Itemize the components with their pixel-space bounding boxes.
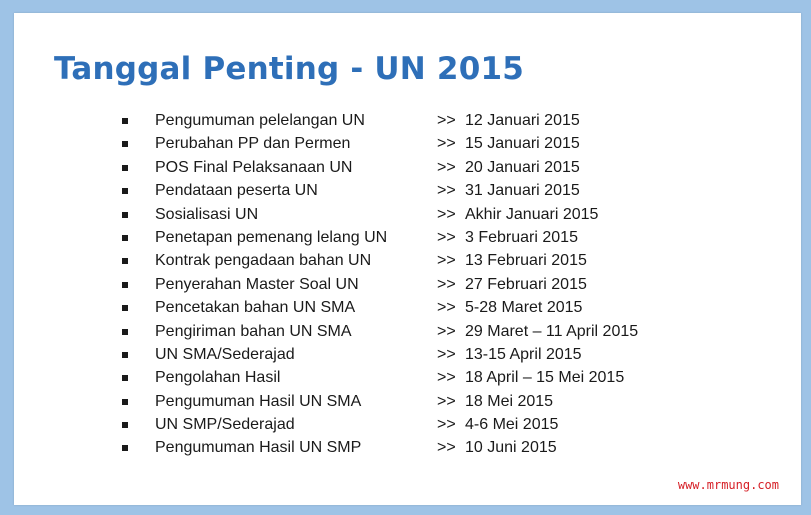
bullet-icon (122, 258, 128, 264)
event-date: 3 Februari 2015 (465, 228, 578, 246)
bullet-icon (122, 188, 128, 194)
arrow-separator: >> (437, 416, 456, 434)
event-label: UN SMA/Sederajad (155, 345, 295, 363)
arrow-separator: >> (437, 228, 456, 246)
bullet-icon (122, 212, 128, 218)
event-label: Perubahan PP dan Permen (155, 135, 351, 153)
watermark-text: www.mrmung.com (677, 478, 779, 492)
event-label: Penetapan pemenang lelang UN (155, 228, 388, 246)
event-label: POS Final Pelaksanaan UN (155, 158, 353, 176)
event-label: Pengumuman Hasil UN SMA (155, 392, 362, 410)
bullet-icon (122, 422, 128, 428)
event-date: 15 Januari 2015 (465, 135, 580, 153)
event-date: 13 Februari 2015 (465, 252, 587, 270)
bullet-icon (122, 118, 128, 124)
event-label: UN SMP/Sederajad (155, 416, 295, 434)
event-date: 10 Juni 2015 (465, 439, 557, 457)
slide-panel (14, 13, 801, 505)
event-label: Pengolahan Hasil (155, 369, 281, 387)
event-date: 29 Maret – 11 April 2015 (465, 322, 639, 340)
event-label: Pencetakan bahan UN SMA (155, 299, 356, 317)
arrow-separator: >> (437, 182, 456, 200)
event-label: Sosialisasi UN (155, 205, 259, 223)
bullet-icon (122, 445, 128, 451)
event-date: 5-28 Maret 2015 (465, 299, 583, 317)
event-label: Pengumuman pelelangan UN (155, 112, 365, 129)
event-date: Akhir Januari 2015 (465, 205, 599, 223)
bullet-icon (122, 399, 128, 405)
event-label: Kontrak pengadaan bahan UN (155, 252, 372, 270)
bullet-icon (122, 235, 128, 241)
event-date: 20 Januari 2015 (465, 158, 580, 176)
arrow-separator: >> (437, 252, 456, 270)
event-label: Penyerahan Master Soal UN (155, 275, 359, 293)
event-date: 13-15 April 2015 (465, 345, 582, 363)
event-date: 12 Januari 2015 (465, 112, 580, 129)
arrow-separator: >> (437, 299, 456, 317)
arrow-separator: >> (437, 322, 456, 340)
event-label: Pengiriman bahan UN SMA (155, 322, 352, 340)
arrow-separator: >> (437, 112, 456, 129)
bullet-icon (122, 282, 128, 288)
event-date: 31 Januari 2015 (465, 182, 580, 200)
bullet-icon (122, 165, 128, 171)
bullet-icon (122, 141, 128, 147)
bullet-icon (122, 329, 128, 335)
event-label: Pengumuman Hasil UN SMP (155, 439, 362, 457)
arrow-separator: >> (437, 392, 456, 410)
arrow-separator: >> (437, 135, 456, 153)
slide-title: Tanggal Penting - UN 2015 (54, 51, 525, 87)
arrow-separator: >> (437, 158, 456, 176)
bullet-icon (122, 375, 128, 381)
event-date: 18 Mei 2015 (465, 392, 554, 410)
bullet-icon (122, 352, 128, 358)
bullet-icon (122, 305, 128, 311)
arrow-separator: >> (437, 275, 456, 293)
arrow-separator: >> (437, 345, 456, 363)
event-date: 18 April – 15 Mei 2015 (465, 369, 625, 387)
event-date: 4-6 Mei 2015 (465, 416, 559, 434)
arrow-separator: >> (437, 369, 456, 387)
event-date: 27 Februari 2015 (465, 275, 587, 293)
arrow-separator: >> (437, 205, 456, 223)
event-label: Pendataan peserta UN (155, 182, 318, 200)
arrow-separator: >> (437, 439, 456, 457)
